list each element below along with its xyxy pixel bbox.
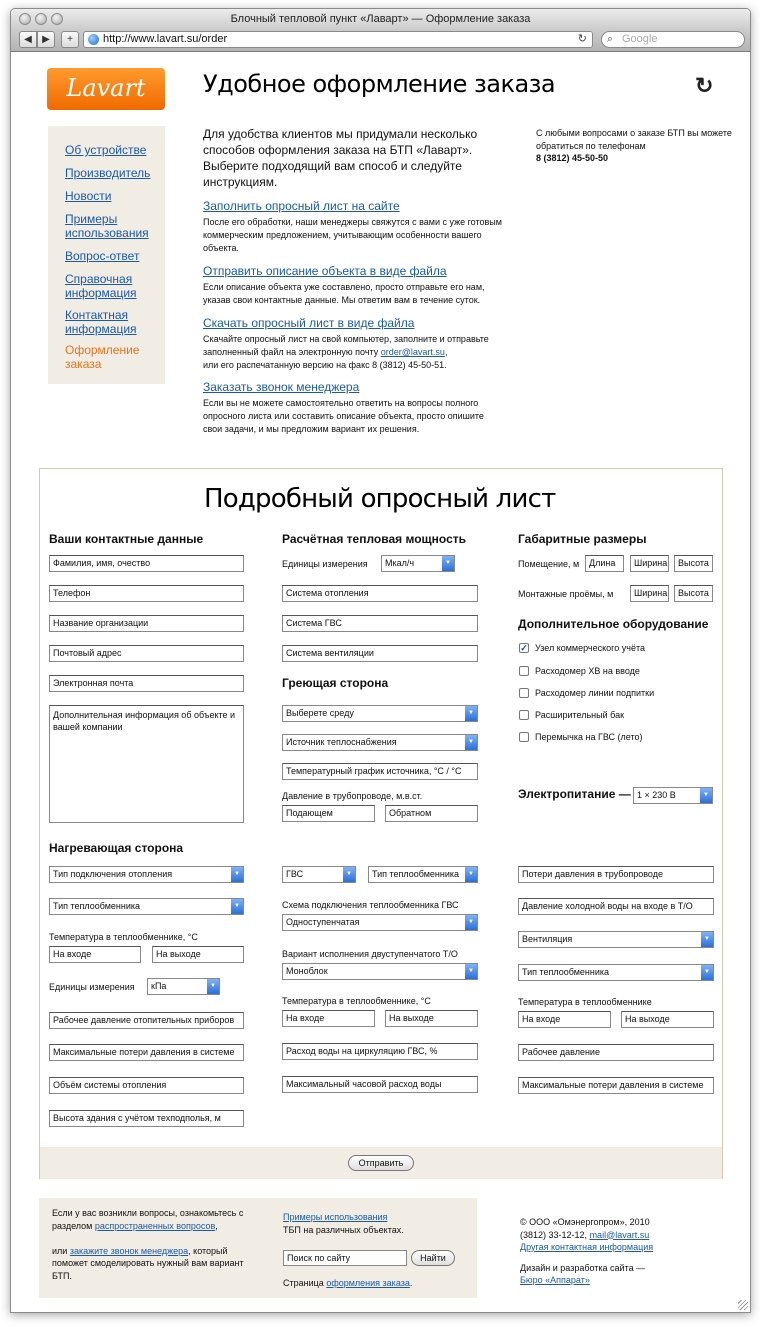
chevron-down-icon: ▼ <box>700 788 712 803</box>
chevron-down-icon: ▼ <box>231 899 243 914</box>
sidebar-item-contacts[interactable]: Контактная информация <box>65 308 137 336</box>
supply-pressure-input[interactable]: Подающем <box>282 805 375 822</box>
chevron-down-icon: ▼ <box>231 867 243 882</box>
title-bar <box>11 9 750 29</box>
call-text: Если вы не можете самостоятельно ответить на вопросы полного опросного листа или составить описание объекта, просто опишите свои задачи, и мы предложим вариант их решения. <box>203 398 484 434</box>
footer-q2: или <box>52 1245 68 1256</box>
chevron-down-icon: ▼ <box>442 556 454 571</box>
download-text-after: , <box>444 347 448 357</box>
fill-online-text: После его обработки, наши менеджеры свяжутся с вами с уже готовым коммерческим предложением, учитывающим особенности вашего объекта. <box>203 217 502 253</box>
gvs-type-value: ГВС <box>286 869 304 879</box>
heating-side-heading: Греющая сторона <box>282 676 389 690</box>
contact-info <box>536 127 736 165</box>
heated-units-select[interactable] <box>147 978 220 995</box>
send-file-text: Если описание объекта уже составлено, просто отправьте его нам, указав свои контактные данные. Мы ответим вам в течение суток. <box>203 282 485 305</box>
heated-exchanger-value: Тип теплообменника <box>53 901 141 911</box>
order-page-link[interactable]: оформления заказа <box>326 1278 410 1288</box>
chevron-down-icon: ▼ <box>465 706 477 721</box>
close-window-button[interactable] <box>19 13 31 25</box>
order-email-link[interactable]: order@lavart.su <box>380 347 445 357</box>
copyright-phone-line <box>520 1229 730 1242</box>
download-text-before: Скачайте опросный лист на свой компьютер, заполните и отправьте заполненный файл на электронную почту <box>203 334 489 357</box>
contacts-heading: Ваши контактные данные <box>49 532 204 546</box>
gvs-scheme-value: Одноступенчатая <box>286 917 360 927</box>
sidebar-item-faq[interactable]: Вопрос-ответ <box>65 249 140 263</box>
sidebar-item-examples[interactable]: Примеры использования <box>65 212 149 240</box>
third-inlet-input[interactable]: На входе <box>518 1011 611 1028</box>
power-units-value: Мкал/ч <box>385 558 415 568</box>
gvs-inlet-input[interactable]: На входе <box>282 1010 375 1027</box>
sidebar-item-news[interactable]: Новости <box>65 189 112 203</box>
bureau-link[interactable]: Бюро «Аппарат» <box>520 1275 590 1285</box>
checkbox-cold-flowmeter[interactable] <box>519 666 529 676</box>
resize-grip-icon[interactable] <box>738 1300 748 1310</box>
room-length-input[interactable]: Длина <box>585 555 624 572</box>
extra-equipment-heading: Дополнительное оборудование <box>518 617 709 631</box>
order-form <box>39 468 723 1179</box>
checkbox-metering-label: Узел коммерческого учёта <box>535 643 645 653</box>
medium-select[interactable] <box>282 705 478 722</box>
address-input[interactable]: Почтовый адрес <box>49 645 244 662</box>
refresh-icon[interactable]: ↻ <box>695 73 714 98</box>
page-content <box>11 53 750 1313</box>
footer-email-link[interactable]: mail@lavart.su <box>589 1229 650 1240</box>
minimize-window-button[interactable] <box>35 13 47 25</box>
power-units-select[interactable] <box>381 555 455 572</box>
heated-outlet-input[interactable]: На выходе <box>152 946 244 963</box>
intro-text: Для удобства клиентов мы придумали несколько способов оформления заказа на БТП «Лаварт». Выберите подходящий вам способ и следуйте инструкциям. <box>203 127 478 189</box>
gvs-temp-label: Температура в теплообменнике, °C <box>282 996 431 1006</box>
footer-q3: , который поможет смоделировать нужный вам вариант БТП. <box>52 1245 244 1281</box>
checkbox-expansion-tank[interactable] <box>519 710 529 720</box>
site-search-button[interactable]: Найти <box>411 1250 455 1266</box>
circulation-input[interactable]: Расход воды на циркуляцию ГВС, % <box>282 1043 478 1060</box>
phone-input[interactable]: Телефон <box>49 585 244 602</box>
option-download <box>203 315 503 372</box>
other-contacts-link[interactable]: Другая контактная информация <box>520 1242 654 1252</box>
checkbox-cold-flowmeter-label: Расходомер ХВ на вводе <box>535 666 640 676</box>
chevron-down-icon: ▼ <box>465 915 477 930</box>
footer-phone: (3812) 33-12-12, <box>520 1229 588 1240</box>
zoom-window-button[interactable] <box>51 13 63 25</box>
checkbox-gvs-bypass[interactable] <box>519 732 529 742</box>
footer-questions: Если у вас возникли вопросы, ознакомьтесь с разделом распространенных вопросов, или закажите звонок менеджера, который поможет смоделировать нужный вам вариант БТП. <box>52 1208 244 1281</box>
option-call <box>203 379 503 436</box>
call-manager-link[interactable]: закажите звонок менеджера <box>69 1245 189 1256</box>
globe-icon <box>88 34 99 45</box>
chevron-down-icon: ▼ <box>343 867 355 882</box>
heated-temp-label: Температура в теплообменнике, °C <box>49 932 198 942</box>
plus-icon: + <box>67 34 73 45</box>
design-text: Дизайн и разработка сайта — <box>520 1262 646 1273</box>
gvs-exchanger-select[interactable] <box>368 866 478 883</box>
power-heading: Расчётная тепловая мощность <box>282 532 467 546</box>
site-search-input[interactable]: Поиск по сайту <box>283 1250 407 1266</box>
vent-system-input[interactable]: Система вентиляции <box>282 645 478 662</box>
power-supply-select[interactable] <box>633 787 713 804</box>
url-text: http://www.lavart.su/order <box>103 33 228 45</box>
magnifier-icon: ⌕ <box>607 33 614 45</box>
connection-type-select[interactable] <box>49 866 244 883</box>
return-pressure-input[interactable]: Обратном <box>385 805 478 822</box>
max-flow-input[interactable]: Максимальный часовой расход воды <box>282 1076 478 1093</box>
heating-system-input[interactable]: Система отопления <box>282 585 478 602</box>
gvs-variant-label: Вариант исполнения двуступенчатого Т/О <box>282 949 458 959</box>
gvs-exchanger-value: Тип теплообменника <box>372 869 460 879</box>
vent-value: Вентиляция <box>522 934 573 944</box>
third-exchanger-select[interactable] <box>518 964 714 981</box>
checkbox-expansion-tank-label: Расширительный бак <box>535 710 625 720</box>
pressure-label: Давление в трубопроводе, м.в.ст. <box>282 791 423 801</box>
gvs-variant-value: Моноблок <box>286 966 328 976</box>
address-bar[interactable] <box>83 31 593 48</box>
gvs-system-input[interactable]: Система ГВС <box>282 615 478 632</box>
copyright-text: © ООО «Омэнергопром», 2010 <box>520 1217 650 1227</box>
window-title: Блочный тепловой пункт «Лаварт» — Оформление заказа <box>230 13 531 25</box>
footer <box>39 1198 477 1298</box>
third-outlet-input[interactable]: На выходе <box>621 1011 714 1028</box>
room-height-input[interactable]: Высота <box>674 555 713 572</box>
dims-heading: Габаритные размеры <box>518 532 647 546</box>
sidebar-item-manufacturer[interactable]: Производитель <box>65 166 151 180</box>
openings-label: Монтажные проёмы, м <box>518 589 614 599</box>
download-text <box>203 333 503 372</box>
page-text: Страница <box>283 1278 324 1288</box>
gvs-scheme-select[interactable] <box>282 914 478 931</box>
third-exchanger-value: Тип теплообменника <box>522 967 610 977</box>
max-loss-input[interactable]: Максимальные потери давления в системе <box>49 1044 244 1061</box>
volume-input[interactable]: Объём системы отопления <box>49 1077 244 1094</box>
download-fax-text: или его распечатанную версию на факс 8 (3812) 45-50-51. <box>203 360 447 370</box>
gvs-variant-select[interactable] <box>282 963 478 980</box>
gvs-outlet-input[interactable]: На выходе <box>385 1010 478 1027</box>
back-button[interactable] <box>19 31 37 48</box>
opening-height-input[interactable]: Высота <box>674 585 713 602</box>
faq-link[interactable]: распространенных вопросов <box>94 1220 216 1231</box>
checkbox-metering[interactable]: ✓ <box>520 643 528 653</box>
org-input[interactable]: Название организации <box>49 615 244 632</box>
contact-text: С любыми вопросами о заказе БТП вы можете обратиться по телефонам <box>536 128 732 151</box>
third-work-pressure-input[interactable]: Рабочее давление <box>518 1044 714 1061</box>
sidebar-nav <box>48 126 165 384</box>
browser-search-field[interactable] <box>601 31 745 48</box>
browser-toolbar <box>11 29 750 52</box>
contact-phone: 8 (3812) 45-50-50 <box>536 153 609 163</box>
sidebar-item-about[interactable]: Об устройстве <box>65 143 147 157</box>
forward-button[interactable] <box>37 31 55 48</box>
gvs-type-select[interactable] <box>282 866 356 883</box>
checkbox-makeup-flowmeter-label: Расходомер линии подпитки <box>535 688 655 698</box>
copyright-block <box>520 1216 730 1287</box>
footer-page-info: Страница оформления заказа. <box>283 1278 413 1288</box>
submit-button[interactable]: Отправить <box>348 1155 414 1171</box>
send-file-link[interactable]: Отправить описание объекта в виде файла <box>203 264 447 278</box>
lavart-logo[interactable]: Lavart <box>47 68 165 110</box>
cold-pressure-input[interactable]: Давление холодной воды на входе в Т/О <box>518 898 714 915</box>
examples-text: ТБП на различных объектах. <box>283 1224 404 1235</box>
name-input[interactable]: Фамилия, имя, очество <box>49 555 244 572</box>
chevron-down-icon: ▼ <box>465 867 477 882</box>
chevron-down-icon: ▼ <box>701 932 713 947</box>
page-title: Удобное оформление заказа <box>203 70 556 98</box>
form-title: Подробный опросный лист <box>204 484 556 514</box>
sidebar-item-reference[interactable]: Справочная информация <box>65 272 137 300</box>
room-label: Помещение, м <box>518 559 580 569</box>
opening-width-input[interactable]: Ширина <box>630 585 669 602</box>
source-value: Источник теплоснабжения <box>286 737 397 747</box>
add-bookmark-button[interactable] <box>61 31 79 48</box>
pipe-loss-input[interactable]: Потери давления в трубопроводе <box>518 866 714 883</box>
browser-window <box>10 8 751 1313</box>
connection-type-value: Тип подключения отопления <box>53 869 173 879</box>
chevron-down-icon: ▼ <box>465 964 477 979</box>
examples-link[interactable]: Примеры использования <box>283 1212 388 1222</box>
download-link[interactable]: Скачать опросный лист в виде файла <box>203 316 415 330</box>
power-units-label: Единицы измерения <box>282 559 368 569</box>
third-temp-label: Температура в теплообменнике <box>518 997 652 1007</box>
extra-info-textarea[interactable]: Дополнительная информация об объекте и вашей компании <box>49 705 244 823</box>
checkbox-makeup-flowmeter[interactable] <box>519 688 529 698</box>
email-input[interactable]: Электронная почта <box>49 675 244 692</box>
temp-graph-input[interactable]: Температурный график источника, °C / °C <box>282 763 478 780</box>
heated-inlet-input[interactable]: На входе <box>49 946 141 963</box>
form-footer <box>40 1147 722 1179</box>
back-arrow-icon: ◀ <box>24 34 32 45</box>
sidebar-item-order[interactable]: Оформление заказа <box>65 343 140 371</box>
footer-examples <box>283 1211 463 1236</box>
work-pressure-input[interactable]: Рабочее давление отопительных приборов <box>49 1012 244 1029</box>
power-supply-value: 1 × 230 В <box>637 790 676 800</box>
reload-icon[interactable]: ↻ <box>577 33 587 45</box>
heated-exchanger-select[interactable] <box>49 898 244 915</box>
medium-value: Выберете среду <box>286 708 354 718</box>
room-width-input[interactable]: Ширина <box>630 555 669 572</box>
power-supply-label: Электропитание — <box>518 787 631 801</box>
third-max-loss-input[interactable]: Максимальные потери давления в системе <box>518 1077 714 1094</box>
chevron-down-icon: ▼ <box>207 979 219 994</box>
building-height-input[interactable]: Высота здания с учётом техподполья, м <box>49 1110 244 1127</box>
heated-units-value: кПа <box>151 981 167 991</box>
forward-arrow-icon: ▶ <box>42 34 50 45</box>
source-select[interactable] <box>282 734 478 751</box>
gvs-scheme-label: Схема подключения теплообменника ГВС <box>282 900 459 910</box>
footer-q1: Если у вас возникли вопросы, ознакомьтесь с разделом <box>52 1208 244 1231</box>
browser-search-placeholder: Google <box>622 33 658 45</box>
heated-side-heading: Нагревающая сторона <box>49 841 184 855</box>
chevron-down-icon: ▼ <box>701 965 713 980</box>
checkbox-gvs-bypass-label: Перемычка на ГВС (лето) <box>535 732 643 742</box>
option-fill-online <box>203 198 503 255</box>
heated-units-label: Единицы измерения <box>49 982 135 992</box>
option-send-file <box>203 263 503 307</box>
chevron-down-icon: ▼ <box>465 735 477 750</box>
vent-select[interactable] <box>518 931 714 948</box>
call-link[interactable]: Заказать звонок менеджера <box>203 380 360 394</box>
fill-online-link[interactable]: Заполнить опросный лист на сайте <box>203 199 400 213</box>
